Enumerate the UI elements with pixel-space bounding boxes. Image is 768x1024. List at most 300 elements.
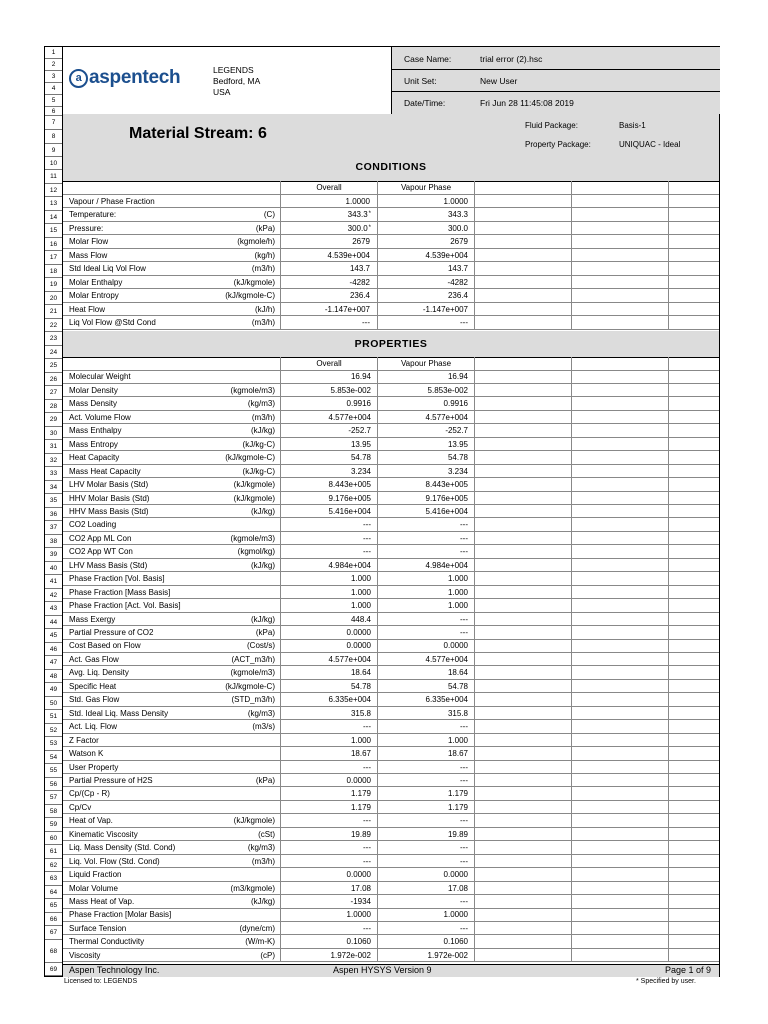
property-unit: (kgmole/m3): [230, 668, 275, 678]
case-name-value: trial error (2).hsc: [480, 54, 543, 64]
overall-value: ---: [363, 722, 371, 732]
property-unit: (kg/m3): [247, 843, 275, 853]
property-name: Mass Enthalpy: [69, 426, 122, 436]
table-row: [63, 478, 719, 492]
licensed-to-note: Licensed to: LEGENDS: [64, 978, 138, 985]
property-unit: (cP): [260, 950, 275, 960]
table-row: [63, 814, 719, 828]
vapour-value: 18.64: [447, 668, 468, 678]
vapour-value: 300.0: [447, 223, 468, 233]
vapour-value: 143.7: [447, 264, 468, 273]
vapour-value: ---: [460, 923, 468, 933]
row-number: 27: [45, 386, 62, 400]
row-number: 28: [45, 400, 62, 413]
table-row: [63, 532, 719, 546]
column-header-vapour: Vapour Phase: [378, 357, 475, 370]
vapour-value: 5.853e-002: [427, 385, 468, 395]
case-name-label: Case Name:: [404, 54, 452, 64]
property-name: Liq. Vol. Flow (Std. Cond): [69, 856, 160, 866]
overall-value: -1.147e+007: [324, 304, 370, 314]
row-number: 4: [45, 83, 62, 95]
overall-value: 18.64: [350, 668, 371, 678]
vapour-value: 0.0000: [443, 870, 468, 880]
overall-value: ---: [362, 318, 370, 327]
vapour-value: 6.335e+004: [425, 695, 468, 705]
table-row: [63, 572, 719, 586]
property-name: Mass Density: [69, 399, 118, 409]
row-number: 56: [45, 778, 62, 791]
table-row: [63, 222, 719, 236]
vapour-value: -252.7: [445, 426, 468, 436]
row-number: 46: [45, 643, 62, 656]
row-number: 29: [45, 413, 62, 427]
property-name: User Property: [69, 762, 119, 772]
row-number: 52: [45, 724, 62, 737]
property-unit: (kJ/kgmole): [233, 480, 275, 490]
table-row: [63, 451, 719, 465]
table-row: [63, 505, 719, 519]
property-unit: (kJ/kg): [251, 506, 275, 516]
property-name: Partial Pressure of H2S: [69, 775, 153, 785]
table-row: [63, 801, 719, 815]
property-unit: (kgmol/kg): [237, 547, 275, 557]
row-number: 18: [45, 265, 62, 278]
unit-set-value: New User: [480, 76, 518, 86]
property-unit: (kgmole/h): [237, 237, 275, 246]
vapour-value: ---: [460, 520, 468, 530]
property-unit: (m3/kgmole): [230, 883, 275, 893]
footer-page-number: Page 1 of 9: [664, 965, 711, 975]
property-name: Partial Pressure of CO2: [69, 628, 154, 637]
table-row: [63, 774, 719, 788]
table-row: [63, 235, 719, 249]
property-name: Molar Entropy: [69, 291, 119, 300]
vapour-value: 1.0000: [443, 910, 468, 920]
overall-value: 18.67: [350, 749, 371, 759]
vapour-value: 315.8: [447, 708, 468, 718]
vapour-value: ---: [460, 856, 468, 866]
property-name: Std Ideal Liq Vol Flow: [69, 264, 146, 273]
row-number: 65: [45, 899, 62, 913]
property-name: Mass Heat of Vap.: [69, 897, 135, 906]
property-name: Avg. Liq. Density: [69, 668, 129, 678]
row-number: 61: [45, 845, 62, 859]
property-unit: (C): [263, 210, 275, 219]
property-unit: (kJ/h): [255, 304, 275, 314]
vapour-value: ---: [460, 762, 468, 772]
overall-value: 236.4: [349, 291, 370, 300]
row-number: 13: [45, 197, 62, 211]
table-row: [63, 303, 719, 317]
specified-marker: *: [368, 211, 371, 217]
table-row: [63, 787, 719, 801]
property-name: Std. Gas Flow: [69, 695, 120, 705]
vapour-value: 0.0000: [443, 641, 468, 651]
property-name: Specific Heat: [69, 681, 117, 691]
table-row: [63, 424, 719, 438]
table-row: [63, 208, 719, 222]
overall-value: 1.0000: [345, 196, 370, 206]
table-row: [63, 720, 719, 734]
property-unit: (kg/h): [254, 250, 275, 260]
overall-value: -252.7: [348, 426, 371, 436]
row-number: 5: [45, 95, 62, 107]
property-unit: (kg/m3): [247, 708, 275, 718]
table-row: [63, 747, 719, 761]
row-number: 12: [45, 184, 62, 197]
table-row: [63, 882, 719, 896]
table-row: [63, 276, 719, 290]
overall-value: 0.0000: [346, 628, 371, 637]
table-row: [63, 438, 719, 452]
page-title: Material Stream: 6: [129, 125, 267, 142]
property-name: Molar Flow: [69, 237, 109, 246]
row-number: 15: [45, 224, 62, 238]
row-number: 22: [45, 319, 62, 332]
overall-value: 343.3: [347, 210, 368, 219]
table-row: [63, 868, 719, 882]
row-number-column: [45, 47, 63, 976]
table-row: [63, 734, 719, 748]
vapour-value: ---: [460, 318, 468, 327]
table-row: [63, 586, 719, 600]
row-number: 62: [45, 859, 62, 872]
row-number: 21: [45, 305, 62, 319]
property-name: Surface Tension: [69, 923, 127, 933]
property-name: Molar Density: [69, 385, 118, 395]
company-address: [213, 65, 260, 98]
overall-value: 4.577e+004: [328, 412, 371, 422]
property-name: Std. Ideal Liq. Mass Density: [69, 708, 169, 718]
row-number: 67: [45, 926, 62, 940]
row-number: 20: [45, 292, 62, 305]
property-unit: (kJ/kgmole-C): [225, 453, 275, 463]
overall-value: 0.0000: [346, 870, 371, 880]
unit-set-label: Unit Set:: [404, 76, 437, 86]
row-number: 36: [45, 508, 62, 521]
table-row: [63, 666, 719, 680]
row-number: 24: [45, 346, 62, 359]
property-unit: (kPa): [255, 223, 275, 233]
row-number: 41: [45, 575, 62, 589]
property-unit: (kJ/kg): [251, 560, 275, 570]
property-name: Temperature:: [69, 210, 117, 219]
property-name: Viscosity: [69, 950, 101, 960]
vapour-value: ---: [460, 547, 468, 557]
property-unit: (kPa): [255, 628, 275, 637]
vapour-value: 5.416e+004: [425, 506, 468, 516]
vapour-value: 54.78: [447, 681, 468, 691]
vapour-value: -1.147e+007: [422, 304, 468, 314]
property-name: CO2 App WT Con: [69, 547, 133, 557]
table-row: [63, 613, 719, 627]
table-row: [63, 492, 719, 506]
property-name: Act. Gas Flow: [69, 654, 119, 664]
aspentech-logo: a aspentech: [69, 67, 180, 89]
column-header-row: [63, 181, 719, 195]
table-row: [63, 841, 719, 855]
vapour-value: 4.577e+004: [425, 654, 468, 664]
report-sheet: [44, 46, 720, 977]
row-number: 64: [45, 886, 62, 899]
property-unit: (m3/h): [251, 318, 275, 327]
table-row: [63, 411, 719, 425]
property-name: Molar Volume: [69, 883, 118, 893]
datetime-row: [392, 91, 720, 113]
property-name: HHV Mass Basis (Std): [69, 506, 149, 516]
property-unit: (kJ/kgmole-C): [225, 681, 275, 691]
overall-value: -1934: [350, 897, 371, 906]
overall-value: 0.1060: [346, 937, 371, 947]
overall-value: ---: [363, 547, 371, 557]
vapour-value: ---: [460, 843, 468, 853]
overall-value: 1.000: [350, 601, 371, 611]
column-header-overall: Overall: [281, 357, 378, 370]
overall-value: 4.539e+004: [327, 250, 370, 260]
overall-value: ---: [363, 923, 371, 933]
overall-value: 1.179: [350, 789, 371, 799]
property-unit: (kJ/kgmole-C): [225, 291, 275, 300]
property-name: Watson K: [69, 749, 104, 759]
property-unit: (dyne/cm): [239, 923, 275, 933]
vapour-value: 0.1060: [443, 937, 468, 947]
row-number: 59: [45, 818, 62, 832]
vapour-value: 9.176e+005: [425, 493, 468, 503]
row-number: 54: [45, 751, 62, 764]
vapour-value: 18.67: [447, 749, 468, 759]
row-number: 31: [45, 440, 62, 454]
property-name: Molecular Weight: [69, 372, 131, 382]
vapour-value: ---: [460, 628, 468, 637]
property-name: LHV Mass Basis (Std): [69, 560, 148, 570]
table-row: [63, 895, 719, 909]
table-row: [63, 262, 719, 276]
vapour-value: 19.89: [447, 829, 468, 839]
row-number: 66: [45, 913, 62, 926]
property-name: Cp/(Cp - R): [69, 789, 110, 799]
row-number: 37: [45, 521, 62, 535]
vapour-value: 3.234: [447, 466, 468, 476]
overall-value: 19.89: [350, 829, 371, 839]
vapour-value: 1.000: [447, 574, 468, 584]
table-row: [63, 370, 719, 384]
overall-value: ---: [363, 816, 371, 826]
table-row: [63, 545, 719, 559]
vapour-value: 1.972e-002: [427, 950, 468, 960]
property-unit: (kgmole/m3): [230, 385, 275, 395]
unit-set-row: [392, 69, 720, 92]
table-row: [63, 707, 719, 721]
vapour-value: 17.08: [447, 883, 468, 893]
property-name: Phase Fraction [Mass Basis]: [69, 587, 171, 597]
property-unit: (kPa): [255, 775, 275, 785]
overall-value: 0.0000: [346, 641, 371, 651]
company-name: LEGENDS: [213, 65, 254, 75]
overall-value: 4.984e+004: [328, 560, 371, 570]
vapour-value: ---: [460, 775, 468, 785]
conditions-heading: CONDITIONS: [63, 154, 719, 182]
vapour-value: 13.95: [447, 439, 468, 449]
overall-value: 5.853e-002: [330, 385, 371, 395]
table-row: [63, 599, 719, 613]
property-unit: (STD_m3/h): [231, 695, 275, 705]
row-number: 57: [45, 791, 62, 805]
property-name: Cp/Cv: [69, 802, 92, 812]
overall-value: 3.234: [350, 466, 371, 476]
overall-value: 1.0000: [346, 910, 371, 920]
property-unit: (m3/h): [251, 412, 275, 422]
vapour-value: 4.577e+004: [425, 412, 468, 422]
table-row: [63, 949, 719, 963]
property-unit: (kg/m3): [247, 399, 275, 409]
property-unit: (W/m-K): [245, 937, 275, 947]
property-name: Cost Based on Flow: [69, 641, 141, 651]
overall-value: -4282: [349, 277, 370, 287]
title-band: [63, 114, 719, 155]
properties-heading: PROPERTIES: [63, 331, 719, 358]
table-row: [63, 249, 719, 263]
overall-value: ---: [363, 856, 371, 866]
property-unit: (m3/h): [251, 264, 275, 273]
table-row: [63, 828, 719, 842]
row-number: 44: [45, 616, 62, 629]
property-name: Mass Heat Capacity: [69, 466, 141, 476]
row-number: 40: [45, 562, 62, 575]
row-number: 17: [45, 251, 62, 265]
overall-value: 0.0000: [346, 775, 371, 785]
overall-value: 13.95: [350, 439, 371, 449]
row-number: 38: [45, 535, 62, 548]
property-name: Heat Flow: [69, 304, 106, 314]
property-name: Heat Capacity: [69, 453, 120, 463]
row-number: 33: [45, 467, 62, 481]
footer-company: Aspen Technology Inc.: [69, 965, 160, 975]
fluid-package-label: Fluid Package:: [525, 121, 578, 130]
property-name: CO2 Loading: [69, 520, 117, 530]
property-package-value: UNIQUAC - Ideal: [619, 140, 681, 149]
property-name: Mass Flow: [69, 250, 108, 260]
overall-value: 16.94: [350, 372, 371, 382]
property-unit: (kJ/kgmole): [233, 277, 275, 287]
overall-value: 1.972e-002: [330, 950, 371, 960]
property-unit: (kJ/kgmole): [233, 816, 275, 826]
property-name: Phase Fraction [Act. Vol. Basis]: [69, 601, 181, 611]
overall-value: 0.9916: [346, 399, 371, 409]
table-row: [63, 518, 719, 532]
table-row: [63, 626, 719, 640]
table-row: [63, 465, 719, 479]
property-unit: (ACT_m3/h): [231, 654, 275, 664]
property-unit: (kJ/kg-C): [242, 439, 275, 449]
table-row: [63, 922, 719, 936]
table-row: [63, 316, 719, 330]
property-name: Mass Exergy: [69, 614, 116, 624]
property-name: Z Factor: [69, 735, 99, 745]
page-footer: [63, 964, 719, 977]
row-number: 8: [45, 130, 62, 144]
datetime-value: Fri Jun 28 11:45:08 2019: [480, 98, 574, 108]
row-number: 35: [45, 494, 62, 508]
overall-value: 4.577e+004: [328, 654, 371, 664]
row-number: 47: [45, 656, 62, 670]
header-case-info: [391, 47, 720, 115]
overall-value: 17.08: [350, 883, 371, 893]
overall-value: 9.176e+005: [328, 493, 371, 503]
row-number: 23: [45, 332, 62, 346]
property-name: HHV Molar Basis (Std): [69, 493, 150, 503]
vapour-value: ---: [460, 722, 468, 732]
vapour-value: ---: [460, 816, 468, 826]
vapour-value: 1.000: [447, 735, 468, 745]
overall-value: ---: [363, 533, 371, 543]
row-number: 10: [45, 157, 62, 170]
specified-marker: *: [368, 224, 371, 231]
company-city: Bedford, MA: [213, 76, 261, 86]
vapour-value: 1.0000: [443, 196, 468, 206]
row-number: 2: [45, 59, 62, 71]
property-name: Kinematic Viscosity: [69, 829, 138, 839]
company-country: USA: [213, 87, 231, 97]
vapour-value: 1.179: [447, 789, 468, 799]
overall-value: 1.179: [350, 802, 371, 812]
vapour-value: 16.94: [447, 372, 468, 382]
overall-value: 8.443e+005: [328, 480, 371, 490]
overall-value: 2679: [352, 237, 370, 246]
overall-value: 1.000: [350, 574, 371, 584]
property-unit: (kJ/kgmole): [233, 493, 275, 503]
row-number: 53: [45, 737, 62, 751]
property-name: Pressure:: [69, 223, 104, 233]
footer-version: Aspen HYSYS Version 9: [333, 965, 432, 975]
overall-value: 300.0: [347, 223, 368, 233]
table-row: [63, 639, 719, 653]
property-unit: (cSt): [258, 829, 275, 839]
row-number: 63: [45, 872, 62, 886]
vapour-value: ---: [460, 533, 468, 543]
row-number: 68: [45, 940, 62, 963]
property-unit: (kJ/kg): [251, 614, 275, 624]
property-name: LHV Molar Basis (Std): [69, 480, 149, 490]
property-unit: (kJ/kg-C): [242, 466, 275, 476]
overall-value: 143.7: [349, 264, 370, 273]
column-header-row: [63, 357, 719, 371]
vapour-value: 1.179: [447, 802, 468, 812]
overall-value: ---: [363, 843, 371, 853]
overall-value: ---: [363, 520, 371, 530]
table-row: [63, 289, 719, 303]
table-row: [63, 693, 719, 707]
table-row: [63, 559, 719, 573]
property-name: Vapour / Phase Fraction: [69, 196, 155, 206]
property-unit: (Cost/s): [247, 641, 275, 651]
table-row: [63, 908, 719, 922]
table-row: [63, 680, 719, 694]
row-number: 55: [45, 764, 62, 778]
column-header-overall: Overall: [281, 181, 378, 194]
property-name: Act. Volume Flow: [69, 412, 131, 422]
table-row: [63, 935, 719, 949]
row-number: 39: [45, 548, 62, 562]
aspen-logo-icon: a: [69, 69, 88, 88]
overall-value: 5.416e+004: [328, 506, 371, 516]
row-number: 14: [45, 211, 62, 224]
vapour-value: 1.000: [447, 601, 468, 611]
property-name: Thermal Conductivity: [69, 937, 145, 947]
row-number: 3: [45, 71, 62, 83]
row-number: 6: [45, 107, 62, 116]
row-number: 50: [45, 697, 62, 710]
row-number: 45: [45, 629, 62, 643]
